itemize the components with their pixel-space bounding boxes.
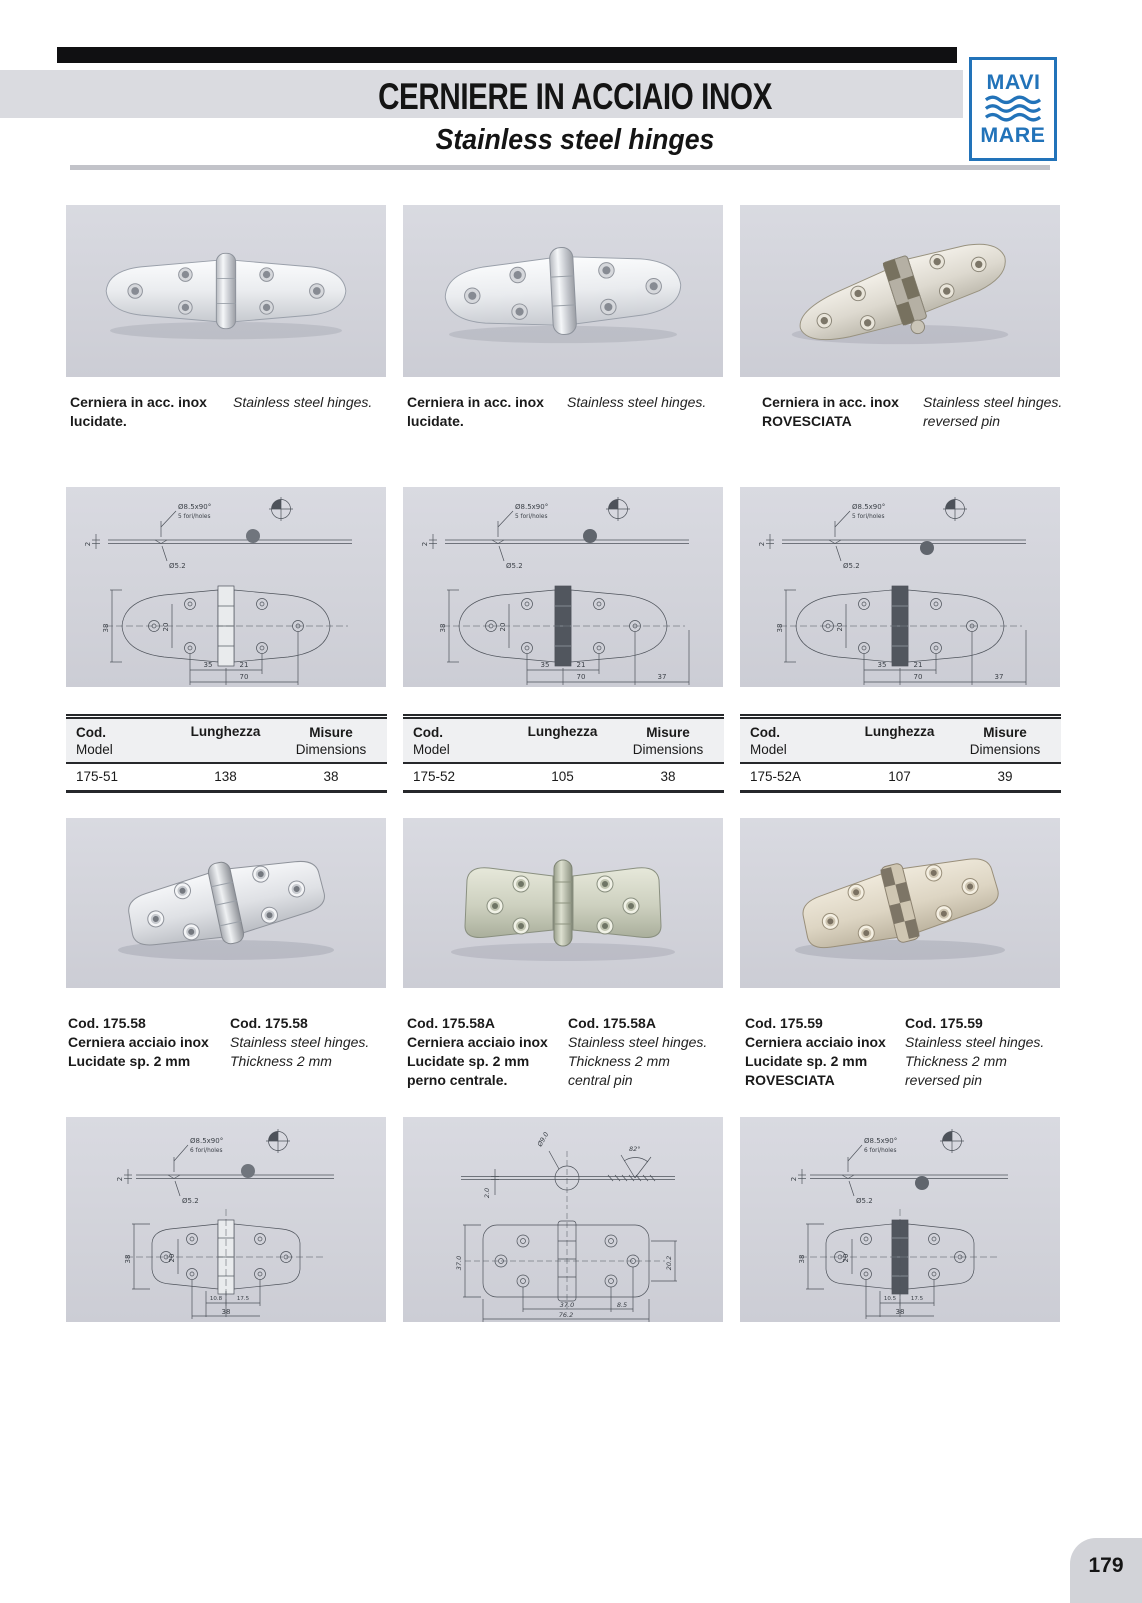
dim-label: 37 (657, 673, 667, 681)
dim-label: 10.5 (883, 1296, 897, 1302)
photo-panel-175-58A (403, 818, 723, 988)
photo-175-58 (66, 818, 386, 988)
dim-label: 37.0 (455, 1255, 463, 1271)
drawing-panel-175-52A (740, 487, 1060, 687)
dim-label: 38 (102, 623, 110, 633)
dim-label: 5 fori/holes (852, 514, 885, 520)
page-title: CERNIERE IN ACCIAIO INOX (378, 76, 772, 117)
technical-drawing-175-58A (403, 1117, 723, 1322)
dim-label: Ø5.2 (182, 1197, 199, 1205)
dim-label: 2 (421, 541, 429, 547)
technical-drawing-175-51 (66, 487, 386, 687)
dim-label: 70 (576, 673, 586, 681)
table-row: 175-52 105 38 (413, 769, 676, 784)
dim-label: Ø5.2 (169, 562, 186, 570)
photo-panel-175-52A (740, 205, 1060, 377)
table-row: 175-51 138 38 (76, 769, 339, 784)
dim-label: 2 (790, 1176, 798, 1182)
dim-label: 38 (798, 1254, 806, 1264)
dim-label: 10.8 (209, 1296, 223, 1302)
dim-label: Ø9.0 (535, 1130, 551, 1148)
technical-drawing-175-58 (66, 1117, 386, 1322)
dim-label: 2 (116, 1176, 124, 1182)
drawing-panel-175-58A (403, 1117, 723, 1322)
photo-175-52 (403, 205, 723, 377)
dim-label: 76.2 (558, 1311, 574, 1319)
dim-label: 17.5 (236, 1296, 250, 1302)
dim-label: Ø8.5x90° (178, 503, 212, 511)
photo-175-59 (740, 818, 1060, 988)
photo-175-51 (66, 205, 386, 377)
dim-label: 38 (124, 1254, 132, 1264)
dim-label: 38 (776, 623, 784, 633)
caption-en-175-58: Cod. 175.58 Stainless steel hinges. Thickness 2 mm (230, 1015, 370, 1069)
photo-panel-175-51 (66, 205, 386, 377)
drawing-panel-175-58 (66, 1117, 386, 1322)
dim-label: 35 (540, 661, 550, 669)
top-rule (57, 47, 957, 63)
photo-175-52A (740, 205, 1060, 377)
caption-it-175-52: Cerniera in acc. inox lucidate. (407, 394, 544, 429)
photo-panel-175-52 (403, 205, 723, 377)
dim-label: 2.0 (483, 1187, 491, 1199)
dim-label: 2 (84, 541, 92, 547)
dim-label: 6 fori/holes (190, 1148, 223, 1154)
hinge-illustration (789, 227, 1019, 368)
dim-label: 5 fori/holes (178, 514, 211, 520)
dim-label: 21 (576, 661, 586, 669)
waves-icon (984, 94, 1042, 124)
dim-label: 21 (239, 661, 249, 669)
dim-label: 8.5 (616, 1301, 628, 1309)
photo-175-58A (403, 818, 723, 988)
technical-drawing-175-52A (740, 487, 1060, 687)
dim-label: 5 fori/holes (515, 514, 548, 520)
logo-text-mare: MARE (980, 124, 1046, 147)
dim-label: Ø5.2 (856, 1197, 873, 1205)
dim-label: 35 (203, 661, 213, 669)
dim-label: Ø5.2 (843, 562, 860, 570)
dim-label: 20 (842, 1253, 850, 1263)
caption-it-175-58: Cod. 175.58 Cerniera acciaio inox Lucidate sp. 2 mm (68, 1015, 209, 1069)
logo-text-mavi: MAVI (985, 71, 1040, 94)
caption-en-175-52A: Stainless steel hinges. reversed pin (923, 394, 1063, 429)
dim-label: 35 (877, 661, 887, 669)
drawing-panel-175-51 (66, 487, 386, 687)
spec-table-175-52: Cod. Model Lunghezza Misure Dimensions 175-52 105 38 (403, 714, 724, 793)
dim-label: 17.5 (910, 1296, 924, 1302)
dim-label: 82° (629, 1145, 641, 1153)
hinge-illustration (106, 253, 346, 328)
dim-label: Ø8.5x90° (190, 1137, 224, 1145)
dim-label: 20 (836, 622, 844, 632)
hinge-illustration (443, 241, 683, 340)
photo-panel-175-59 (740, 818, 1060, 988)
dim-label: 38 (895, 1308, 905, 1316)
hinge-illustration (465, 860, 661, 946)
dim-label: 6 fori/holes (864, 1148, 897, 1154)
caption-it-175-52A: Cerniera in acc. inox ROVESCIATA (762, 394, 899, 429)
page-subtitle: Stainless steel hinges (435, 124, 715, 156)
caption-en-175-51: Stainless steel hinges. (233, 394, 373, 410)
caption-en-175-52: Stainless steel hinges. (567, 394, 707, 410)
dim-label: 20 (162, 622, 170, 632)
dim-label: Ø8.5x90° (852, 503, 886, 511)
technical-drawing-175-59 (740, 1117, 1060, 1322)
dim-label: 37 (994, 673, 1004, 681)
dim-label: Ø8.5x90° (864, 1137, 898, 1145)
table-row: 175-52A 107 39 (750, 769, 1013, 784)
dim-label: Ø5.2 (506, 562, 523, 570)
page-number: 179 (1088, 1553, 1124, 1577)
page-number-tab (1070, 1538, 1142, 1603)
dim-label: 2 (758, 541, 766, 547)
caption-it-175-58A: Cod. 175.58A Cerniera acciaio inox Lucidate sp. 2 mm perno centrale. (407, 1015, 548, 1088)
header-rule (70, 165, 1050, 170)
caption-en-175-58A: Cod. 175.58A Stainless steel hinges. Thickness 2 mm central pin (568, 1015, 708, 1088)
dim-label: Ø8.5x90° (515, 503, 549, 511)
mavi-mare-logo (969, 57, 1057, 161)
spec-table-175-51: Cod. Model Lunghezza Misure Dimensions 175-51 138 38 (66, 714, 387, 793)
drawing-panel-175-52 (403, 487, 723, 687)
dim-label: 38 (439, 623, 447, 633)
drawing-panel-175-59 (740, 1117, 1060, 1322)
photo-panel-175-58 (66, 818, 386, 988)
caption-it-175-59: Cod. 175.59 Cerniera acciaio inox Lucidate sp. 2 mm ROVESCIATA (745, 1015, 886, 1088)
caption-en-175-59: Cod. 175.59 Stainless steel hinges. Thickness 2 mm reversed pin (905, 1015, 1045, 1088)
dim-label: 70 (239, 673, 249, 681)
dim-label: 21 (913, 661, 923, 669)
dim-label: 20.2 (665, 1255, 673, 1271)
dim-label: 20 (168, 1253, 176, 1263)
spec-table-175-52A: Cod. Model Lunghezza Misure Dimensions 175-52A 107 39 (740, 714, 1061, 793)
dim-label: 37.0 (559, 1301, 575, 1309)
dim-label: 38 (221, 1308, 231, 1316)
dim-label: 70 (913, 673, 923, 681)
technical-drawing-175-52 (403, 487, 723, 687)
dim-label: 20 (499, 622, 507, 632)
caption-it-175-51: Cerniera in acc. inox lucidate. (70, 394, 207, 429)
